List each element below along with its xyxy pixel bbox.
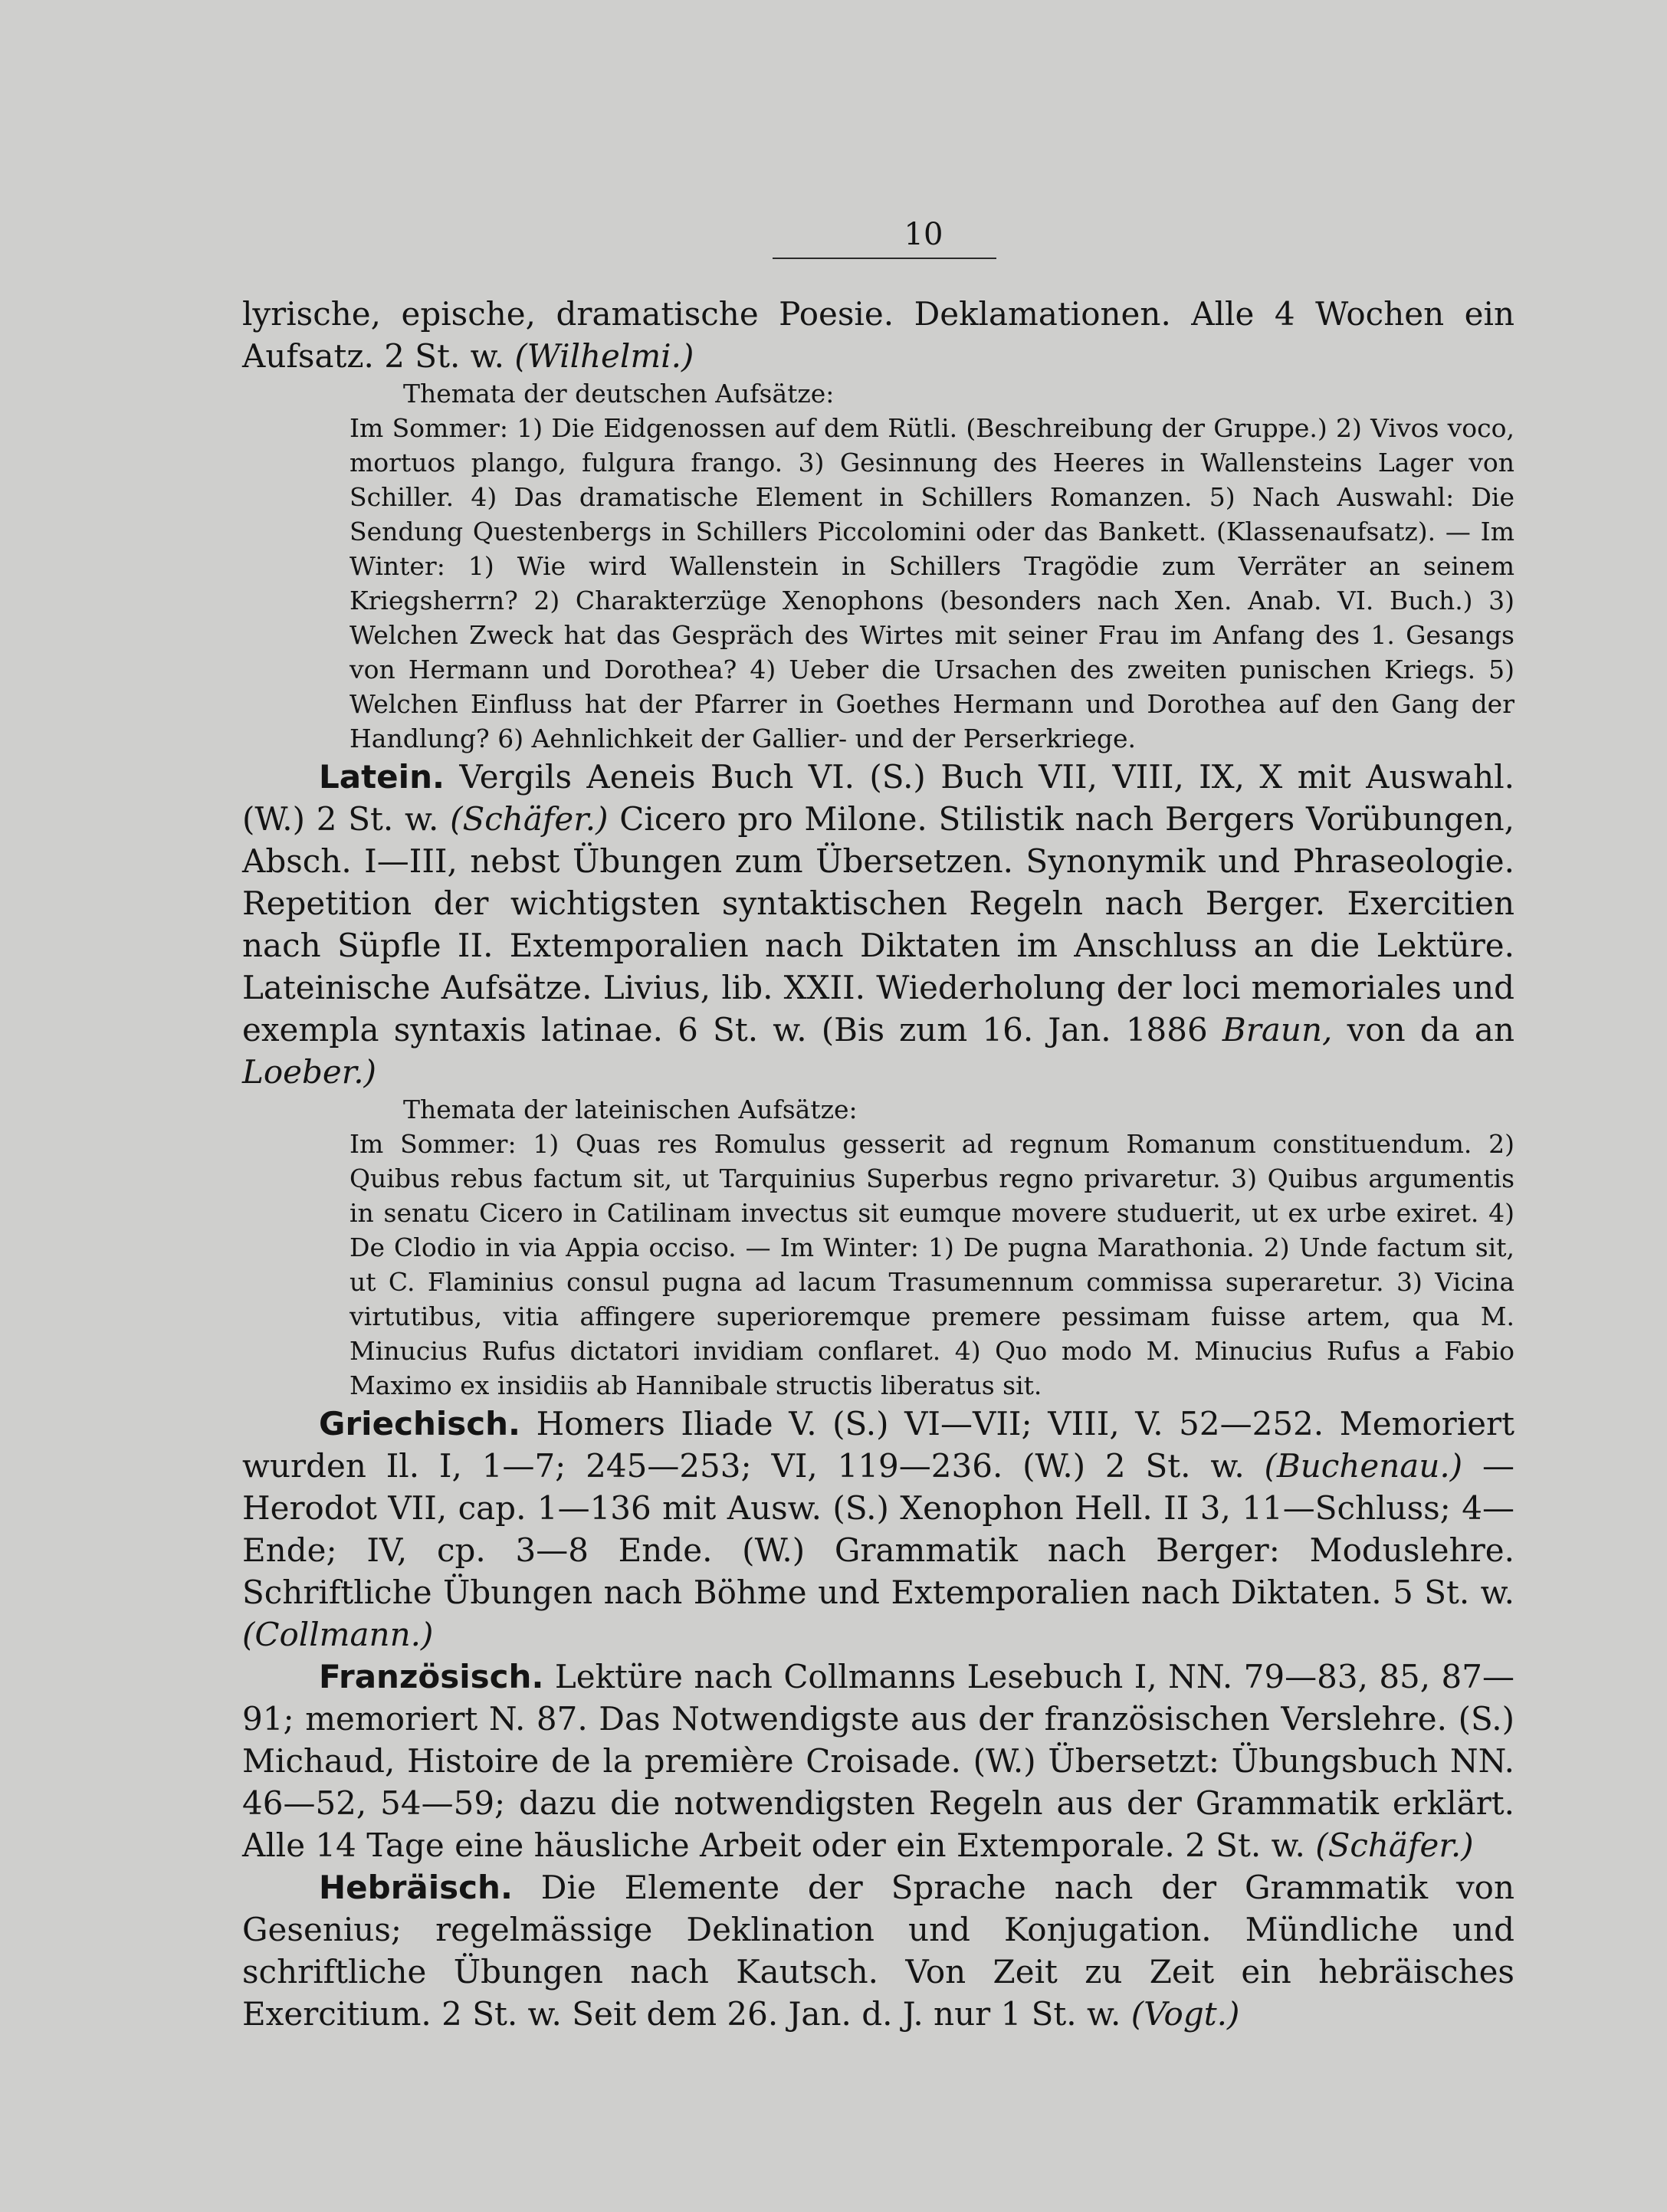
franzoesisch-text: Lektüre nach Collmanns Lesebuch I, NN. 79—83, 85, 87—91; memoriert N. 87. Das Notwendigste aus der französischen Verslehre. (S.) Michaud, Histoire de la première Croisade. (W.) Übersetzt: Übungsbuch NN. 46—52, 54—59; dazu die notwendigsten Regeln aus der Grammatik erklärt. Alle 14 Tage eine häusliche Arbeit oder ein Extemporale. 2 St. w. [242, 1658, 1515, 1864]
deutsch-teacher: (Wilhelmi.) [514, 337, 694, 375]
griechisch-teacher-a: (Buchenau.) [1264, 1447, 1463, 1485]
latein-paragraph [242, 756, 1514, 1093]
latein-text-a: Vergils Aeneis Buch VI. (S.) Buch VII, VIII, IX, X mit Auswahl. (W.) 2 St. w. [242, 758, 1514, 838]
franzoesisch-paragraph [242, 1656, 1514, 1866]
griechisch-text-a: Homers Iliade V. (S.) VI—VII; VIII, V. 52—252. Memoriert wurden Il. I, 1—7; 245—253; VI, 119—236. (W.) 2 St. w. [242, 1405, 1514, 1485]
franzoesisch-heading: Französisch. [319, 1658, 544, 1695]
deutsch-text: lyrische, epische, dramatische Poesie. Deklamationen. Alle 4 Wochen ein Aufsatz. 2 St. w. [242, 295, 1514, 375]
latein-teacher-b1: Braun, [1222, 1011, 1333, 1049]
hebraeisch-teacher: (Vogt.) [1130, 1995, 1240, 2033]
deutsch-themes-title: Themata der deutschen Aufsätze: [403, 379, 835, 409]
hebraeisch-heading: Hebräisch. [319, 1869, 513, 1906]
latein-themes: Im Sommer: 1) Quas res Romulus gesserit ad regnum Romanum constituendum. 2) Quibus rebus factum sit, ut Tarquinius Superbus regno privaretur. 3) Quibus argumentis in senatu Cicero in Catilinam invectus sit eumque movere studuerit, ut ex urbe exiret. 4) De Clodio in via Appia occiso. — Im Winter: 1) De pugna Marathonia. 2) Unde factum sit, ut C. Flaminius consul pugna ad lacum Trasumennum commissa superaretur. 3) Vicina virtutibus, vitia affingere superioremque premere pessimam fuisse artem, qua M. Minucius Rufus dictatori invidiam conflaret. 4) Quo modo M. Minucius Rufus a Fabio Maximo ex insidiis ab Hannibale structis liberatus sit. [349, 1129, 1514, 1400]
franzoesisch-teacher: (Schäfer.) [1315, 1826, 1474, 1864]
hebraeisch-text: Die Elemente der Sprache nach der Grammatik von Gesenius; regelmässige Deklination und Konjugation. Mündliche und schriftliche Übungen nach Kautsch. Von Zeit zu Zeit ein hebräisches Exercitium. 2 St. w. Seit dem 26. Jan. d. J. nur 1 St. w. [242, 1869, 1515, 2033]
griechisch-teacher-b: (Collmann.) [242, 1616, 434, 1653]
latein-text-b: Cicero pro Milone. Stilistik nach Bergers Vorübungen, Absch. I—III, nebst Übungen zum Übersetzen. Synonymik und Phraseologie. Repetition der wichtigsten syntaktischen Regeln nach Berger. Exercitien nach Süpfle II. Extemporalien nach Diktaten im Anschluss an die Lektüre. Lateinische Aufsätze. Livius, lib. XXII. Wiederholung der loci memoriales und exempla syntaxis latinae. 6 St. w. (Bis zum 16. Jan. 1886 [242, 800, 1514, 1049]
latein-teacher-b2: Loeber.) [242, 1053, 376, 1091]
main-text [242, 293, 1514, 2035]
latein-themes-title: Themata der lateinischen Aufsätze: [403, 1095, 858, 1124]
hebraeisch-paragraph [242, 1866, 1514, 2035]
griechisch-text-b: — Herodot VII, cap. 1—136 mit Ausw. (S.) Xenophon Hell. II 3, 11—Schluss; 4—Ende; IV, cp. 3—8 Ende. (W.) Grammatik nach Berger: Moduslehre. Schriftliche Übungen nach Böhme und Extemporalien nach Diktaten. 5 St. w. [242, 1447, 1514, 1611]
griechisch-paragraph [242, 1403, 1514, 1656]
latein-text-c: von da an [1347, 1011, 1515, 1049]
page-number: 10 [904, 217, 943, 252]
griechisch-heading: Griechisch. [319, 1405, 521, 1442]
header-rule [773, 258, 996, 259]
latein-teacher-a: (Schäfer.) [450, 800, 609, 838]
deutsch-themes: Im Sommer: 1) Die Eidgenossen auf dem Rütli. (Beschreibung der Gruppe.) 2) Vivos voco, mortuos plango, fulgura frango. 3) Gesinnung des Heeres in Wallensteins Lager von Schiller. 4) Das dramatische Element in Schillers Romanzen. 5) Nach Auswahl: Die Sendung Questenbergs in Schillers Piccolomini oder das Bankett. (Klassenaufsatz). — Im Winter: 1) Wie wird Wallenstein in Schillers Tragödie zum Verräter an seinem Kriegsherrn? 2) Charakterzüge Xenophons (besonders nach Xen. Anab. VI. Buch.) 3) Welchen Zweck hat das Gespräch des Wirtes mit seiner Frau im Anfang des 1. Gesangs von Hermann und Dorothea? 4) Ueber die Ursachen des zweiten punischen Kriegs. 5) Welchen Einfluss hat der Pfarrer in Goethes Hermann und Dorothea auf den Gang der Handlung? 6) Aehnlichkeit der Gallier- und der Perserkriege. [349, 413, 1514, 753]
latein-heading: Latein. [319, 758, 445, 796]
deutsch-paragraph [242, 293, 1514, 377]
